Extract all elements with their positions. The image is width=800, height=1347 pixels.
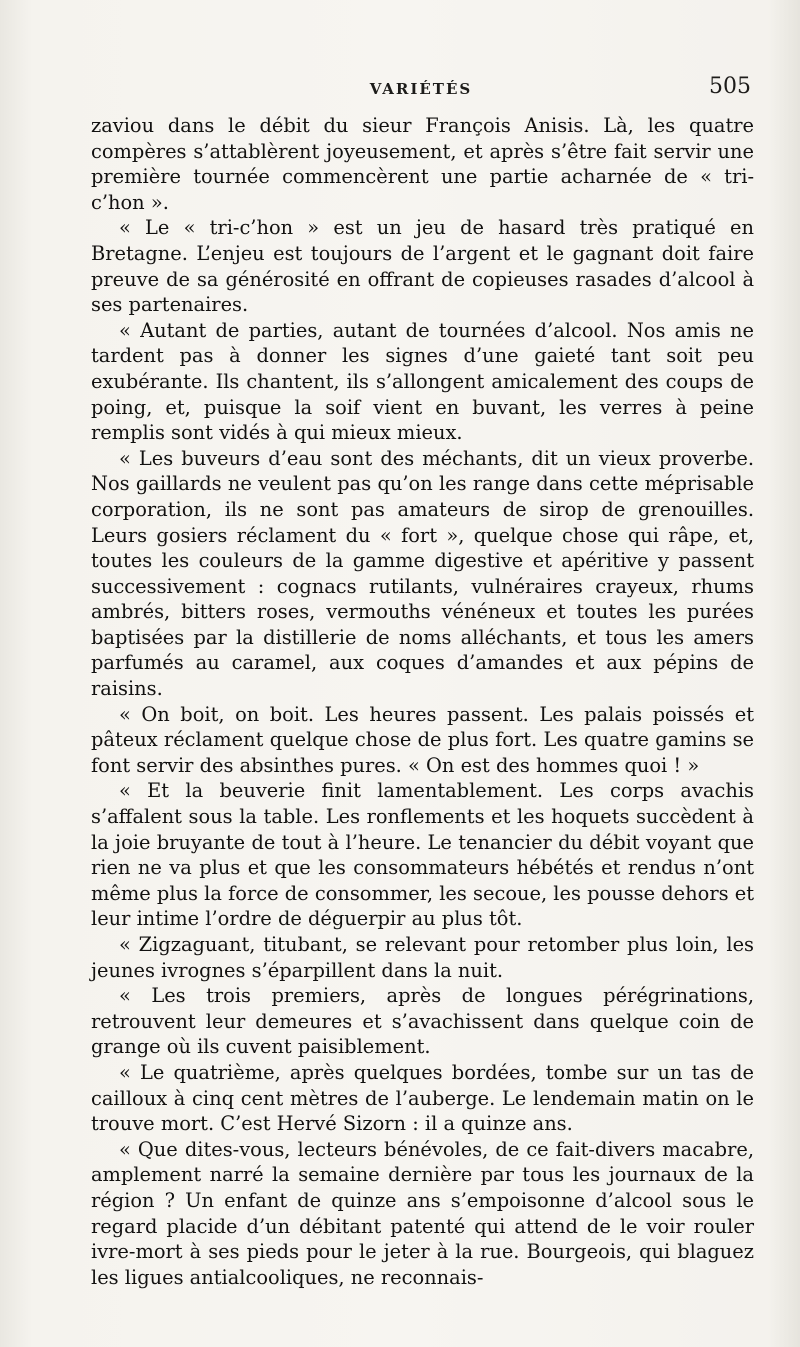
running-head <box>91 74 751 104</box>
paragraph: « Le quatrième, après quelques bordées, tombe sur un tas de cailloux à cinq cent mètres de l’auberge. Le lendemain matin on le trouve mort. C’est Hervé Sizorn : il a quinze ans. <box>91 1060 754 1136</box>
paragraph-continuation: zaviou dans le débit du sieur François Anisis. Là, les quatre compères s’attablèrent joyeusement, et après s’être fait servir une première tournée commencèrent une partie acharnée de « tri-c’hon ». <box>91 114 754 214</box>
running-title: VARIÉTÉS <box>369 80 473 98</box>
paragraph: « Les buveurs d’eau sont des méchants, dit un vieux proverbe. Nos gaillards ne veulent pas qu’on les range dans cette méprisable corporation, ils ne sont pas amateurs de sirop de grenouilles. Leurs gosiers réclament du « fort », quelque chose qui râpe, et, toutes les couleurs de la gamme digestive et apéritive y passent successivement : cognacs rutilants, vulnéraires crayeux, rhums ambrés, bitters roses, vermouths vénéneux et toutes les purées baptisées par la distillerie de noms alléchants, et tous les amers parfumés au caramel, aux coques d’amandes et aux pépins de raisins. <box>91 446 754 701</box>
paragraph: « On boit, on boit. Les heures passent. Les palais poissés et pâteux réclament quelque chose de plus fort. Les quatre gamins se font servir des absinthes pures. « On est des hommes quoi ! » <box>91 702 754 777</box>
paragraph: « Que dites-vous, lecteurs bénévoles, de ce fait-divers macabre, amplement narré la semaine dernière par tous les journaux de la région ? Un enfant de quinze ans s’empoisonne d’alcool sous le regard placide d’un débitant patenté qui attend de le voir rouler ivre-mort à ses pieds pour le jeter à la rue. Bourgeois, qui blaguez les ligues antialcooliques, ne reconnais- <box>91 1137 754 1289</box>
page-number: 505 <box>709 74 751 99</box>
paragraph: « Zigzaguant, titubant, se relevant pour retomber plus loin, les jeunes ivrognes s’éparpillent dans la nuit. <box>91 933 754 982</box>
paragraph: « Le « tri-c’hon » est un jeu de hasard très pratiqué en Bretagne. L’enjeu est toujours de l’argent et le gagnant doit faire preuve de sa générosité en offrant de copieuses rasades d’alcool à ses partenaires. <box>91 216 754 317</box>
paragraph: « Autant de parties, autant de tournées d’alcool. Nos amis ne tardent pas à donner les signes d’une gaieté tant soit peu exubérante. Ils chantent, ils s’allongent amicalement des coups de poing, et, puisque la soif vient en buvant, les verres à peine remplis sont vidés à qui mieux mieux. <box>91 318 754 445</box>
body-text <box>91 113 754 1290</box>
paragraph: « Les trois premiers, après de longues pérégrinations, retrouvent leur demeures et s’avachissent dans quelque coin de grange où ils cuvent paisiblement. <box>91 984 754 1059</box>
paragraph: « Et la beuverie finit lamentablement. Les corps avachis s’affalent sous la table. Les ronflements et les hoquets succèdent à la joie bruyante de tout à l’heure. Le tenancier du débit voyant que rien ne va plus et que les consommateurs hébétés et rendus n’ont même plus la force de consommer, les secoue, les pousse dehors et leur intime l’ordre de déguerpir au plus tôt. <box>91 779 754 931</box>
